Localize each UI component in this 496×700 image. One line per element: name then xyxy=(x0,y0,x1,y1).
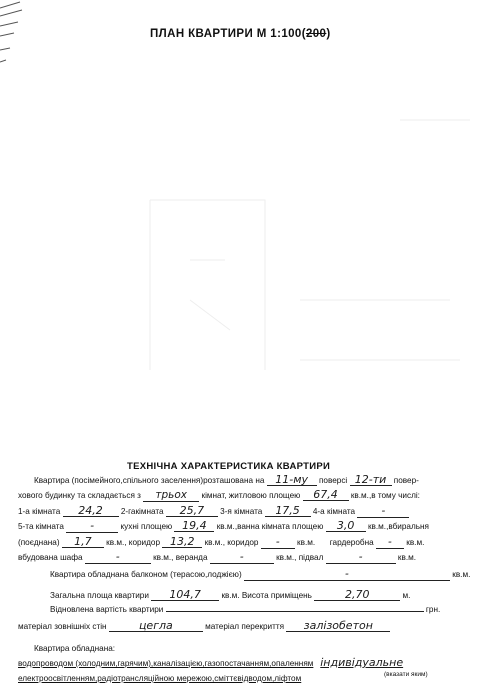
height-value: 2,70 xyxy=(314,589,400,601)
plan-title: ПЛАН КВАРТИРИ М 1:100(200) xyxy=(150,28,331,40)
line-cost: Відновлена вартість квартири грн. xyxy=(50,605,441,614)
line-equipped: Квартира обладнана: xyxy=(34,644,116,653)
corridor1-area: 13,2 xyxy=(162,536,202,548)
line-utilities: водопроводом (холодним,гарячим),каналізацією,газопостачанням,опаленням індивідуальне xyxy=(18,657,408,670)
living-area-value: 67,4 xyxy=(303,489,349,501)
line-balcony: Квартира обладнана балконом (терасою,лоджією) - кв.м. xyxy=(50,568,471,580)
cost-value xyxy=(166,611,424,612)
line-rooms: хового будинку та складається з трьох кімнат, житловою площею 67,4 кв.м.,в тому числі: xyxy=(18,488,420,501)
basement-area: - xyxy=(326,552,396,564)
room3-area: 17,5 xyxy=(265,505,311,517)
floors-total-value: 12-ти xyxy=(350,474,392,486)
wardrobe-area: - xyxy=(376,537,404,549)
line-total-area: Загальна площа квартири 104,7 кв.м. Висота приміщень 2,70 м. xyxy=(50,588,411,601)
slab-material: залізобетон xyxy=(286,620,390,632)
line-location: Квартира (посімейного,спільного заселення)розташована на 11-му поверсі 12-ти повер- xyxy=(34,473,419,486)
plan-title-struck-scale: 200 xyxy=(305,28,327,40)
line-electric: електроосвітленням,радіотрансляційною мережою,сміттєвідводом,ліфтом xyxy=(18,674,302,683)
rooms-count-value: трьох xyxy=(143,490,199,502)
balcony-area: - xyxy=(244,569,450,581)
room1-area: 24,2 xyxy=(63,505,119,517)
heating-type: індивідуальне xyxy=(320,656,404,669)
room5-area: - xyxy=(66,521,118,533)
corridor2-area: - xyxy=(261,537,295,549)
line-materials: матеріал зовнішніх стін цегла матеріал перекриття залізобетон xyxy=(18,620,390,633)
floor-value: 11-му xyxy=(267,474,317,486)
total-area-value: 104,7 xyxy=(151,589,219,601)
scan-edge-artifact xyxy=(0,0,30,70)
section-title: ТЕХНІЧНА ХАРАКТЕРИСТИКА КВАРТИРИ xyxy=(127,461,331,472)
line-room-areas: 1-а кімната 24,2 2-гакімната 25,7 3-я кімната 17,5 4-а кімната - xyxy=(18,505,409,518)
line-closet-veranda: вбудована шафа - кв.м., веранда - кв.м., підвал - кв.м. xyxy=(18,551,417,563)
veranda-area: - xyxy=(210,552,274,564)
room2-area: 25,7 xyxy=(166,505,218,517)
toilet-area: 1,7 xyxy=(62,536,104,548)
kitchen-area: 19,4 xyxy=(174,520,214,532)
line-kitchen-bath: 5-та кімната - кухні площею 19,4 кв.м.,ванна кімната площею 3,0 кв.м.,вбиральня xyxy=(18,519,429,532)
room4-area: - xyxy=(357,506,409,518)
walls-material: цегла xyxy=(109,620,203,632)
bath-area: 3,0 xyxy=(326,520,366,532)
heating-note: (вказати яким) xyxy=(384,671,428,678)
closet-area: - xyxy=(85,552,151,564)
line-toilet-corridors: (поєднана) 1,7 кв.м., коридор 13,2 кв.м., коридор - кв.м. гардеробна - кв.м. xyxy=(18,535,425,548)
